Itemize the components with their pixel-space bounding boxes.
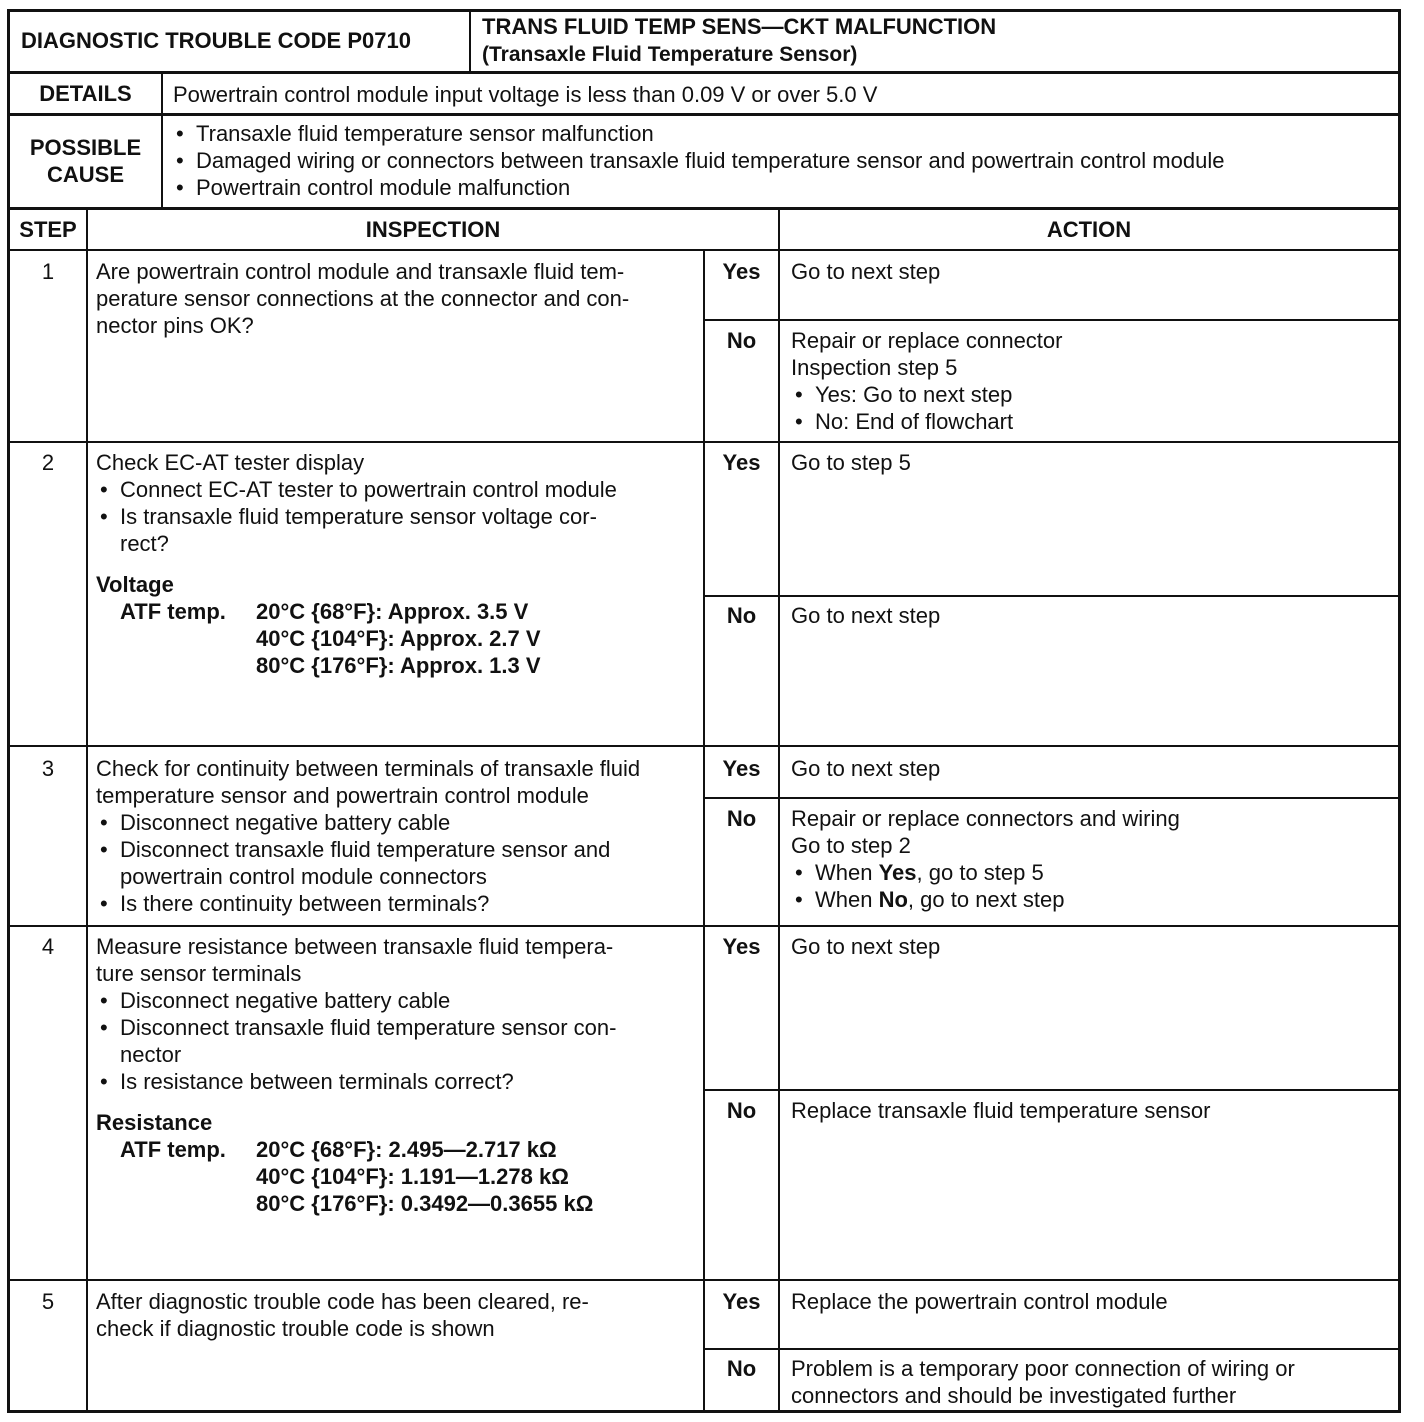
no-label: No xyxy=(726,328,757,353)
inspection-line: check if diagnostic trouble code is shown xyxy=(96,1316,495,1341)
step-column-divider xyxy=(86,209,88,1411)
inspection-line: Check EC-AT tester display xyxy=(96,450,365,475)
cause-item: • Powertrain control module malfunction xyxy=(172,174,1224,201)
details-text: Powertrain control module input voltage is less than 0.09 V or over 5.0 V xyxy=(173,82,878,107)
action-line: Inspection step 5 xyxy=(791,355,958,380)
inspection-line: nector pins OK? xyxy=(96,313,254,338)
spec-title: Resistance xyxy=(96,1110,213,1135)
step3-bottom-line xyxy=(7,925,1401,927)
action-line: Go to step 2 xyxy=(791,833,911,858)
trouble-code-label: DIAGNOSTIC TROUBLE CODE P0710 xyxy=(21,28,411,53)
inspection-bullet: • Is resistance between terminals correct? xyxy=(96,1068,616,1095)
step-number: 5 xyxy=(41,1289,55,1314)
bullet-bold: No xyxy=(878,887,908,912)
inspection-bullet: • Disconnect negative battery cable xyxy=(96,987,616,1014)
spec-title: Voltage xyxy=(96,572,174,597)
action-line: Repair or replace connectors and wiring xyxy=(791,806,1180,831)
inspection-line: Measure resistance between transaxle fluid tempera- xyxy=(96,934,614,959)
step1-bottom-line xyxy=(7,441,1401,443)
header-title-line2: (Transaxle Fluid Temperature Sensor) xyxy=(482,43,858,66)
inspection-line: After diagnostic trouble code has been cleared, re- xyxy=(96,1289,589,1314)
bullet-post: , go to step 5 xyxy=(916,860,1044,885)
step3-no-action xyxy=(791,805,1180,913)
action-line: Problem is a temporary poor connection of wiring or xyxy=(791,1356,1295,1381)
step4-inspection xyxy=(96,933,616,1217)
bullet-pre: When xyxy=(815,860,879,885)
step4-no-action: Replace transaxle fluid temperature sensor xyxy=(791,1098,1211,1123)
step2-inspection xyxy=(96,449,617,679)
spec-label: ATF temp. xyxy=(120,1137,226,1162)
step2-bottom-line xyxy=(7,745,1401,747)
possible-cause-label xyxy=(10,134,161,188)
spec-empty xyxy=(96,1190,256,1217)
action-line: connectors and should be investigated further xyxy=(791,1383,1237,1408)
inspection-bullet: • Is transaxle fluid temperature sensor voltage cor- xyxy=(96,503,617,530)
step1-inspection xyxy=(96,258,629,339)
spec-empty xyxy=(96,1163,256,1190)
action-bullet: • Yes: Go to next step xyxy=(791,381,1062,408)
spec-value: 20°C {68°F}: 2.495—2.717 kΩ xyxy=(256,1137,557,1162)
spacer xyxy=(96,1095,616,1109)
cause-item: • Damaged wiring or connectors between transaxle fluid temperature sensor and powertrain control module xyxy=(172,147,1224,174)
step4-bottom-line xyxy=(7,1279,1401,1281)
no-label: No xyxy=(726,806,757,831)
action-bullet xyxy=(791,886,1180,913)
spec-empty xyxy=(96,652,256,679)
step4-yesno-line xyxy=(703,1089,1400,1091)
step1-no-action xyxy=(791,327,1062,435)
step2-no-action: Go to next step xyxy=(791,603,941,628)
spec-value: 80°C {176°F}: 0.3492—0.3655 kΩ xyxy=(256,1191,594,1216)
step-number: 3 xyxy=(41,756,55,781)
step5-yesno-line xyxy=(703,1348,1400,1350)
inspection-bullet: • Is there continuity between terminals? xyxy=(96,890,640,917)
yes-label: Yes xyxy=(722,756,761,781)
possible-cause-list xyxy=(172,120,1224,201)
column-header-step: STEP xyxy=(19,217,77,242)
step3-inspection xyxy=(96,755,640,917)
step3-yes-action: Go to next step xyxy=(791,756,941,781)
header-divider xyxy=(469,9,471,72)
inspection-line: Check for continuity between terminals of transaxle fluid xyxy=(96,756,641,781)
spec-grid xyxy=(96,598,617,679)
column-header-inspection: INSPECTION xyxy=(365,217,501,242)
spacer xyxy=(96,557,617,571)
inspection-line: perature sensor connections at the connector and con- xyxy=(96,286,630,311)
step-number: 1 xyxy=(41,259,55,284)
spec-empty xyxy=(96,625,256,652)
action-column-divider xyxy=(778,209,780,1411)
step5-yes-action: Replace the powertrain control module xyxy=(791,1289,1168,1314)
header-title-line1: TRANS FLUID TEMP SENS—CKT MALFUNCTION xyxy=(482,14,997,39)
step3-yesno-line xyxy=(703,797,1400,799)
inspection-line: temperature sensor and powertrain control module xyxy=(96,783,589,808)
step1-yes-action: Go to next step xyxy=(791,259,941,284)
inspection-line: ture sensor terminals xyxy=(96,961,302,986)
step-number: 2 xyxy=(41,450,55,475)
action-bullet xyxy=(791,859,1180,886)
inspection-bullet: • Disconnect transaxle fluid temperature sensor and xyxy=(96,836,640,863)
step5-no-action xyxy=(791,1355,1295,1409)
step4-yes-action: Go to next step xyxy=(791,934,941,959)
cause-item: • Transaxle fluid temperature sensor malfunction xyxy=(172,120,1224,147)
details-label: DETAILS xyxy=(39,81,132,106)
border-top xyxy=(7,9,1401,12)
inspection-bullet-cont: rect? xyxy=(120,531,169,556)
details-bottom-line xyxy=(7,113,1401,116)
inspection-bullet: • Disconnect negative battery cable xyxy=(96,809,640,836)
spec-value: 20°C {68°F}: Approx. 3.5 V xyxy=(256,599,529,624)
possible-cause-label-line2: CAUSE xyxy=(46,162,124,187)
no-label: No xyxy=(726,1098,757,1123)
inspection-bullet-cont: nector xyxy=(120,1042,182,1067)
step2-yes-action: Go to step 5 xyxy=(791,450,911,475)
bullet-post: , go to next step xyxy=(907,887,1065,912)
details-divider xyxy=(161,73,163,209)
no-label: No xyxy=(726,1356,757,1381)
cause-bottom-line xyxy=(7,207,1401,210)
spec-value: 40°C {104°F}: Approx. 2.7 V xyxy=(256,626,541,651)
yes-label: Yes xyxy=(722,1289,761,1314)
spec-label: ATF temp. xyxy=(120,599,226,624)
header-bottom-line xyxy=(7,71,1401,74)
inspection-bullet: • Connect EC-AT tester to powertrain control module xyxy=(96,476,617,503)
column-header-action: ACTION xyxy=(1046,217,1132,242)
spec-value: 40°C {104°F}: 1.191—1.278 kΩ xyxy=(256,1164,569,1189)
bullet-bold: Yes xyxy=(878,860,917,885)
yes-label: Yes xyxy=(722,259,761,284)
no-label: No xyxy=(726,603,757,628)
action-bullet: • No: End of flowchart xyxy=(791,408,1062,435)
inspection-line: Are powertrain control module and transaxle fluid tem- xyxy=(96,259,625,284)
step-number: 4 xyxy=(41,934,55,959)
spec-grid xyxy=(96,1136,616,1217)
spec-value: 80°C {176°F}: Approx. 1.3 V xyxy=(256,653,541,678)
action-line: Repair or replace connector xyxy=(791,328,1063,353)
yes-label: Yes xyxy=(722,450,761,475)
yes-label: Yes xyxy=(722,934,761,959)
inspection-bullet: • Disconnect transaxle fluid temperature sensor con- xyxy=(96,1014,616,1041)
step1-yesno-line xyxy=(703,319,1400,321)
bullet-pre: When xyxy=(815,887,879,912)
border-right xyxy=(1398,9,1401,1413)
inspection-bullet-cont: powertrain control module connectors xyxy=(120,864,487,889)
possible-cause-label-line1: POSSIBLE xyxy=(29,135,142,160)
step5-inspection xyxy=(96,1288,589,1342)
step2-yesno-line xyxy=(703,595,1400,597)
